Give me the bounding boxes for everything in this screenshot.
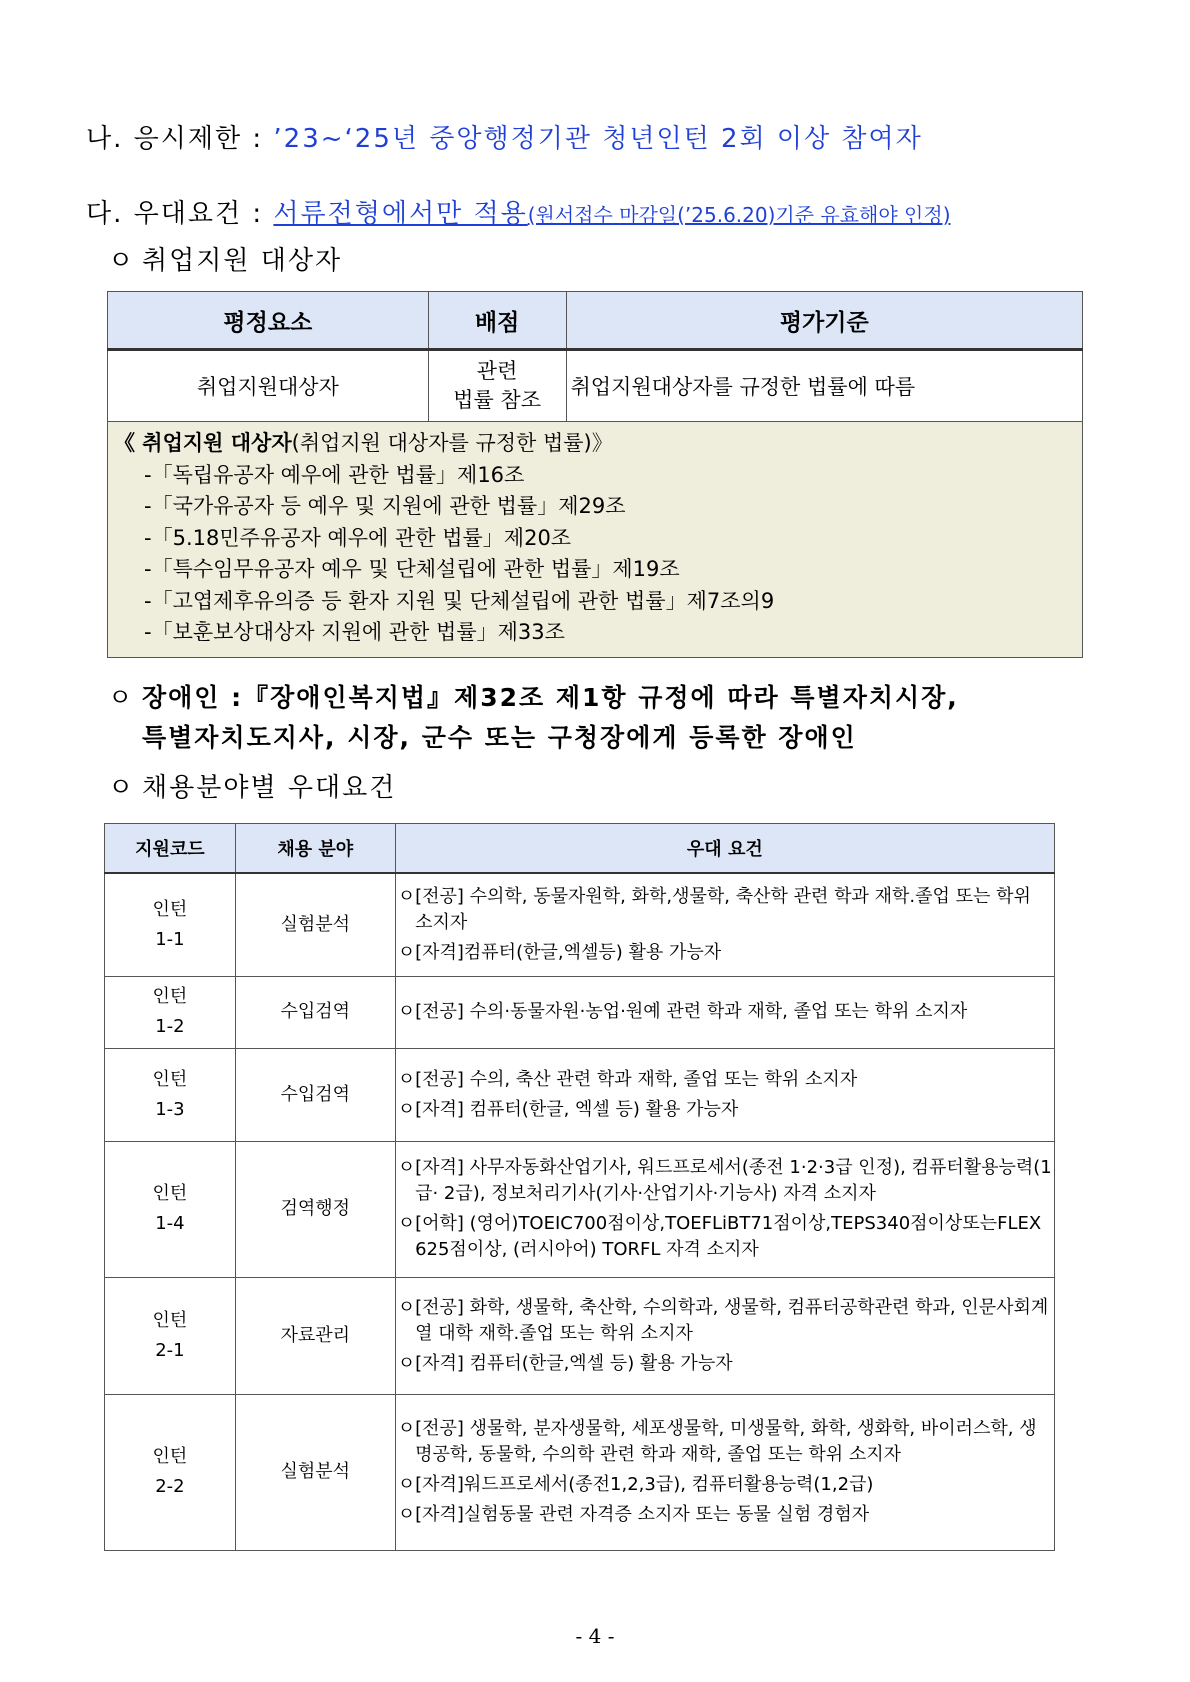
note-title-bold: 《 취업지원 대상자 — [114, 431, 292, 455]
cell-code: 인턴 1-2 — [105, 976, 236, 1048]
requirement-item: ㅇ [전공] 수의학, 동물자원학, 화학,생물학, 축산학 관련 학과 재학.졸업 또는 학위 소지자 — [397, 885, 1031, 933]
cell-score — [428, 350, 566, 422]
field-preference-table — [104, 823, 1055, 1551]
cell-field: 수입검역 — [235, 976, 395, 1048]
cell-requirements — [395, 1394, 1054, 1550]
header-requirements: 우대 요건 — [395, 824, 1054, 874]
cell-field: 실험분석 — [235, 1394, 395, 1550]
cell-code: 인턴 1-4 — [105, 1141, 236, 1277]
header-score: 배점 — [428, 292, 566, 350]
disability-line2: 특별자치도지사, 시장, 군수 또는 구청장에게 등록한 장애인 — [142, 723, 857, 752]
requirement-item: ㅇ [전공] 생물학, 분자생물학, 세포생물학, 미생물학, 화학, 생화학, 바이러스학, 생명공학, 동물학, 수의학 관련 학과 재학, 졸업 또는 학위 소지자 — [397, 1418, 1037, 1465]
law-item: -「5.18민주유공자 예우에 관한 법률」제20조 — [144, 525, 572, 550]
subsection-field-preference — [108, 767, 396, 804]
table-header-row — [108, 292, 1083, 350]
section-da-prefix: 다. 우대요건 : — [86, 199, 274, 229]
section-na-heading — [86, 118, 923, 155]
laws-note — [108, 422, 1083, 658]
header-criteria: 평가기준 — [566, 292, 1082, 350]
cell-requirements — [395, 1277, 1054, 1394]
requirement-item: ㅇ [자격] 컴퓨터(한글,엑셀 등) 활용 가능자 — [397, 1352, 733, 1374]
bullet-icon: ㅇ — [108, 773, 136, 803]
cell-factor: 취업지원대상자 — [108, 350, 429, 422]
cell-field: 수입검역 — [235, 1048, 395, 1141]
requirement-item: ㅇ [자격] 사무자동화산업기사, 워드프로세서(종전 1·2·3급 인정), 컴퓨터활용능력(1급· 2급), 정보처리기사(기사·산업기사·기능사) 자격 소지자 — [397, 1157, 1052, 1204]
table-row — [105, 976, 1055, 1048]
requirement-item: ㅇ [자격]실험동물 관련 자격증 소지자 또는 동물 실험 경험자 — [397, 1504, 870, 1525]
page-number: - 4 - — [575, 1624, 615, 1648]
cell-field: 검역행정 — [235, 1141, 395, 1277]
cell-code: 인턴 2-1 — [105, 1277, 236, 1394]
requirement-item: ㅇ [전공] 수의·동물자원·농업·원예 관련 학과 재학, 졸업 또는 학위 소지자 — [397, 1001, 968, 1022]
subsection-employment-support — [108, 240, 342, 277]
requirement-item: ㅇ [어학] (영어)TOEIC700점이상,TOEFLiBT71점이상,TEPS340점이상또는FLEX625점이상, (러시아어) TORFL 자격 소지자 — [397, 1213, 1042, 1260]
table-row — [105, 873, 1055, 976]
requirement-item: ㅇ [자격]워드프로세서(종전1,2,3급), 컴퓨터활용능력(1,2급) — [397, 1474, 874, 1495]
note-title — [114, 428, 1076, 460]
requirement-item: ㅇ [전공] 화학, 생물학, 축산학, 수의학과, 생물학, 컴퓨터공학관련 학과, 인문사회계열 대학 재학.졸업 또는 학위 소지자 — [397, 1296, 1049, 1344]
subsection-title: 취업지원 대상자 — [142, 246, 343, 276]
header-code: 지원코드 — [105, 824, 236, 874]
score-line1: 관련 — [476, 359, 518, 383]
cell-requirements — [395, 1048, 1054, 1141]
section-na-value: ’23~‘25년 중앙행정기관 청년인턴 2회 이상 참여자 — [273, 124, 923, 154]
requirement-item: ㅇ [전공] 수의, 축산 관련 학과 재학, 졸업 또는 학위 소지자 — [397, 1068, 858, 1090]
cell-field: 자료관리 — [235, 1277, 395, 1394]
law-item: -「국가유공자 등 예우 및 지원에 관한 법률」제29조 — [144, 494, 626, 518]
cell-code: 인턴 1-1 — [105, 873, 236, 976]
law-item: -「특수임무유공자 예우 및 단체설립에 관한 법률」제19조 — [144, 557, 680, 581]
employment-support-table — [107, 291, 1083, 658]
header-field: 채용 분야 — [235, 824, 395, 874]
cell-requirements — [395, 976, 1054, 1048]
disability-line1: ㅇ 장애인 :『장애인복지법』제32조 제1항 규정에 따라 특별자치시장, — [108, 678, 959, 718]
bullet-icon: ㅇ — [108, 246, 136, 276]
table-row — [108, 350, 1083, 422]
cell-code: 인턴 2-2 — [105, 1394, 236, 1550]
note-row — [108, 422, 1083, 658]
table-header-row — [105, 824, 1055, 874]
bullet-icon: ㅇ — [108, 683, 135, 712]
cell-requirements — [395, 873, 1054, 976]
section-da-heading — [86, 193, 951, 230]
section-da-value: 서류전형에서만 적용 — [273, 199, 528, 229]
requirement-item: ㅇ [자격] 컴퓨터(한글, 엑셀 등) 활용 가능자 — [397, 1098, 739, 1120]
note-title-rest: (취업지원 대상자를 규정한 법률)》 — [291, 431, 613, 455]
law-item: -「보훈보상대상자 지원에 관한 법률」제33조 — [144, 620, 565, 644]
table-row — [105, 1141, 1055, 1277]
table-row — [105, 1394, 1055, 1550]
table-row — [105, 1048, 1055, 1141]
subsection-title: 채용분야별 우대요건 — [142, 773, 397, 803]
requirement-item: ㅇ [자격]컴퓨터(한글,엑셀등) 활용 가능자 — [397, 941, 722, 963]
cell-criteria: 취업지원대상자를 규정한 법률에 따름 — [566, 350, 1082, 422]
table-row — [105, 1277, 1055, 1394]
section-na-prefix: 나. 응시제한 : — [86, 124, 274, 154]
law-item: -「고엽제후유의증 등 환자 지원 및 단체설립에 관한 법률」제7조의9 — [144, 588, 775, 613]
cell-code: 인턴 1-3 — [105, 1048, 236, 1141]
score-line2: 법률 참조 — [453, 388, 541, 412]
law-item: -「독립유공자 예우에 관한 법률」제16조 — [144, 462, 525, 487]
cell-requirements — [395, 1141, 1054, 1277]
section-da-note: (원서접수 마감일(’25.6.20)기준 유효해야 인정) — [527, 203, 951, 227]
cell-field: 실험분석 — [235, 873, 395, 976]
subsection-disability — [108, 678, 959, 758]
header-factor: 평정요소 — [108, 292, 429, 350]
